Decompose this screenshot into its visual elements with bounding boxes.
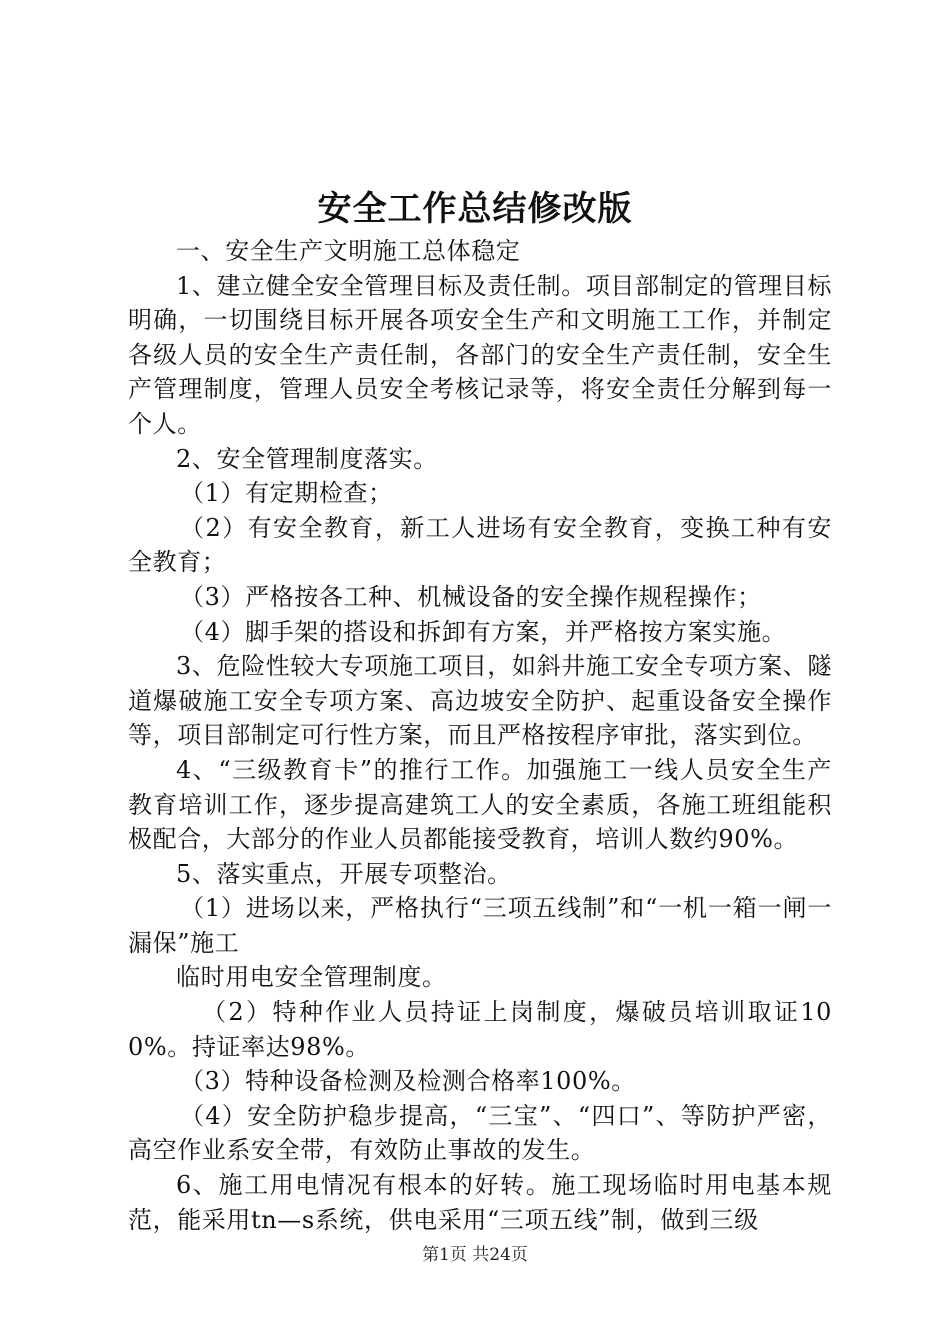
list-item: （4）安全防护稳步提高，“三宝”、“四口”、等防护严密，高空作业系安全带，有效防止事故的发生。 <box>128 1101 832 1165</box>
document-title: 安全工作总结修改版 <box>317 189 633 229</box>
list-item: （4）脚手架的搭设和拆卸有方案，并严格按方案实施。 <box>180 617 787 646</box>
list-item: （1）进场以来，严格执行“三项五线制”和“一机一箱一闸一漏保”施工 <box>128 894 832 957</box>
paragraph: 1、建立健全安全管理目标及责任制。项目部制定的管理目标明确，一切围绕目标开展各项安全生产和文明施工工作，并制定各级人员的安全生产责任制，各部门的安全生产责任制，安全生产管理制度，管理人员安全考核记录等，将安全责任分解到每一个人。 <box>128 271 832 438</box>
paragraph-continuation: 临时用电安全管理制度。 <box>176 963 447 992</box>
paragraph: 5、落实重点，开展专项整治。 <box>176 859 512 888</box>
paragraph: 3、危险性较大专项施工项目，如斜井施工安全专项方案、隧道爆破施工安全专项方案、高边坡安全防护、起重设备安全操作等，项目部制定可行性方案，而且严格按程序审批，落实到位。 <box>128 652 832 750</box>
section-heading: 一、安全生产文明施工总体稳定 <box>176 237 521 265</box>
list-item: （1）有定期检查； <box>180 479 393 508</box>
paragraph: 2、安全管理制度落实。 <box>176 444 438 473</box>
list-item: （2）特种作业人员持证上岗制度，爆破员培训取证100%。持证率达98%。 <box>128 998 832 1061</box>
document-body <box>128 234 832 1237</box>
paragraph: 6、施工用电情况有根本的好转。施工现场临时用电基本规范，能采用tn—s系统，供电采用“三项五线”制，做到三级 <box>128 1171 832 1234</box>
page-number: 第1页 共24页 <box>422 1245 528 1265</box>
list-item: （3）特种设备检测及检测合格率100%。 <box>180 1067 636 1096</box>
list-item: （3）严格按各工种、机械设备的安全操作规程操作； <box>180 582 762 611</box>
list-item: （2）有安全教育，新工人进场有安全教育，变换工种有安全教育； <box>128 513 832 577</box>
paragraph: 4、“三级教育卡”的推行工作。加强施工一线人员安全生产教育培训工作，逐步提高建筑工人的安全素质，各施工班组能积极配合，大部分的作业人员都能接受教育，培训人数约90%。 <box>128 755 832 854</box>
